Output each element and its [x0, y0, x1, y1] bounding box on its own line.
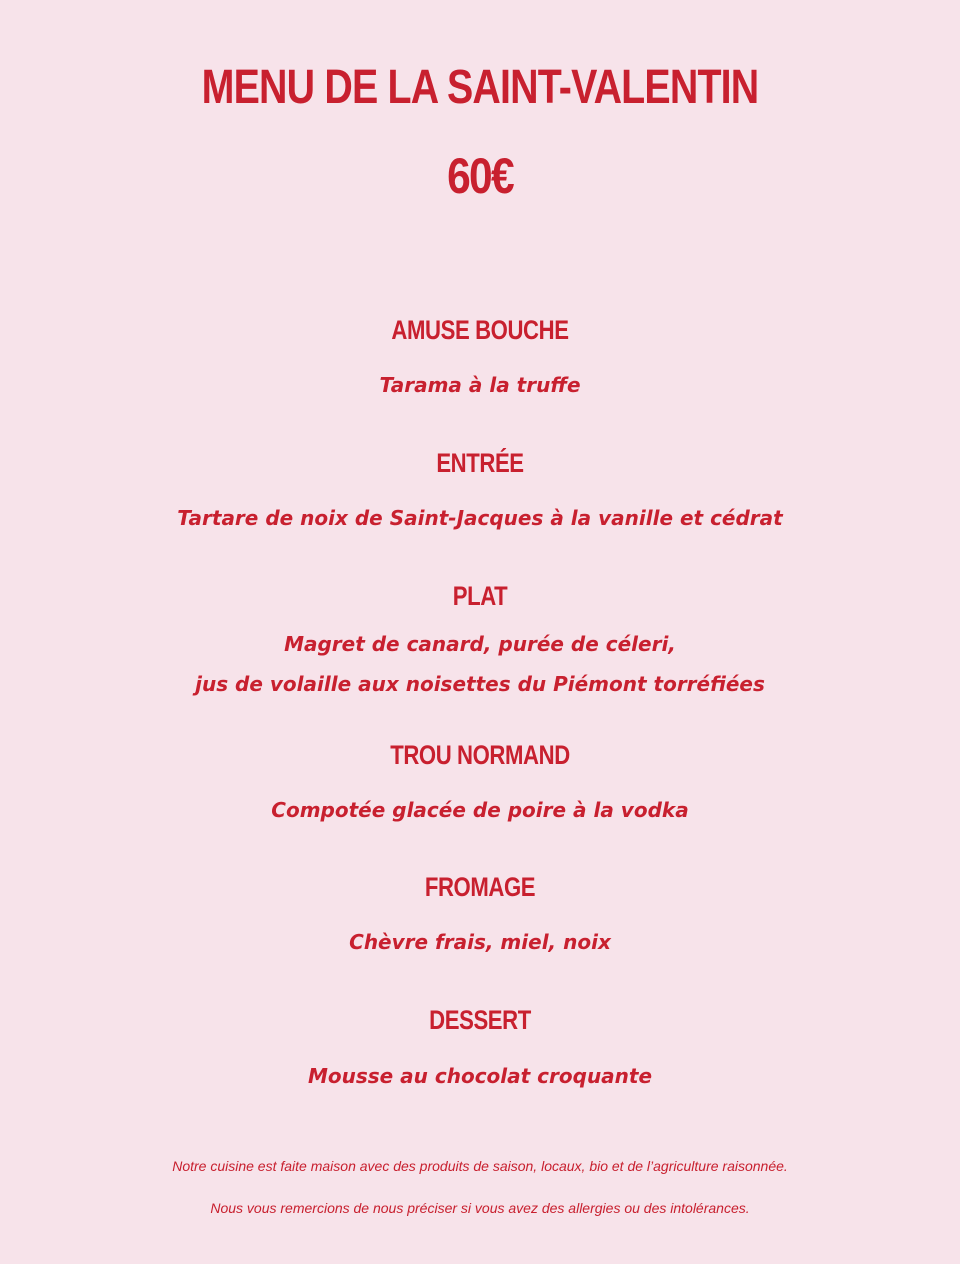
course-title-trou-normand: TROU NORMAND	[390, 740, 570, 770]
menu-title: MENU DE LA SAINT-VALENTIN	[201, 61, 759, 114]
dish-amuse-bouche: Tarama à la truffe	[379, 373, 581, 397]
note-allergies: Nous vous remercions de nous préciser si vous avez des allergies ou des intolérances.	[210, 1200, 750, 1216]
course-title-dessert: DESSERT	[429, 1005, 531, 1035]
note-homemade: Notre cuisine est faite maison avec des produits de saison, locaux, bio et de l’agriculture raisonnée.	[172, 1158, 788, 1174]
dish-entree: Tartare de noix de Saint-Jacques à la vanille et cédrat	[177, 506, 783, 530]
dish-fromage: Chèvre frais, miel, noix	[349, 930, 611, 954]
menu-price: 60€	[447, 148, 513, 204]
course-title-fromage: FROMAGE	[424, 872, 536, 902]
course-title-entree: ENTRÉE	[436, 448, 524, 478]
dish-trou-normand: Compotée glacée de poire à la vodka	[271, 798, 689, 822]
dish-plat-line-2: jus de volaille aux noisettes du Piémont torréfiées	[195, 672, 765, 696]
course-title-amuse-bouche: AMUSE BOUCHE	[391, 315, 569, 345]
course-title-plat: PLAT	[452, 581, 508, 611]
dish-dessert: Mousse au chocolat croquante	[307, 1064, 653, 1088]
dish-plat-line-1: Magret de canard, purée de céleri,	[284, 632, 676, 656]
